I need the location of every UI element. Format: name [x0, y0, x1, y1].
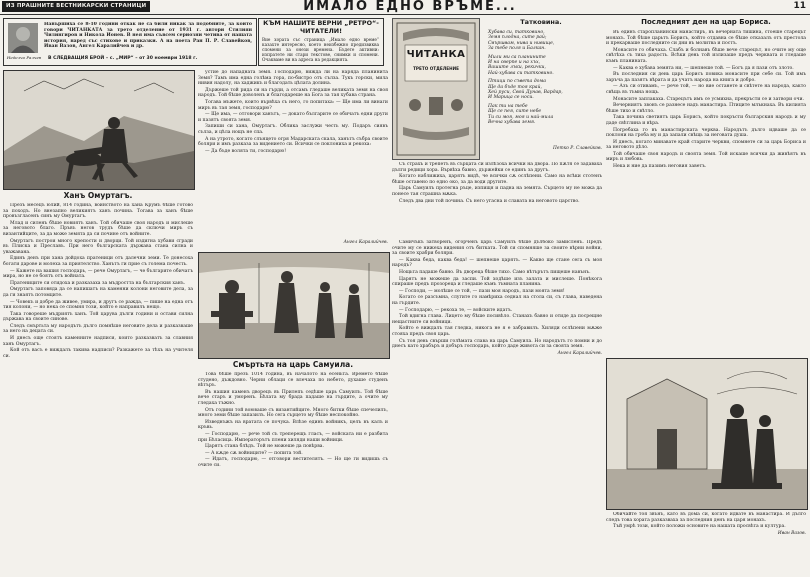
middle-paragraph: Тогава мъжете, които вървѣха съ него, го попитаха: — Ще има ли винаги миръ въ тая земя, господарю? — [198, 99, 388, 111]
omurtag-illustration — [3, 70, 195, 190]
poem-line: Земя плодна, сите рай; — [488, 35, 547, 41]
omurtag-text — [3, 203, 193, 575]
samuil-paragraph: — Идатъ, господарю, — отговори вестителятъ. — Но ще ги видишь съ очите си. — [198, 457, 388, 468]
samuil-right-paragraph: Когато се разсъмна, слугите го намѣриха седнал на стола си, съ глава, наведена на гърдите. — [392, 295, 602, 306]
poem-author: Петко Р. Славейков. — [553, 146, 602, 151]
poem — [488, 30, 602, 140]
samuil-paragraph: Изведнъжъ на вратата се почука. Влѣзе единъ войникъ, целъ въ калъ и кръвь. — [198, 419, 388, 431]
middle-paragraph: Държеше той рида си на гърди, а отсамъ гледаше великата земя на своя народъ. Той бѣше доволенъ и благодареше на Бога за тая хубава страна. — [198, 87, 388, 99]
poem-line: Ще да бъде тоя край, — [488, 84, 542, 90]
omurtag-paragraph: Пратениците си отидоха и разказаха за мъдростта на българския ханъ. — [10, 280, 186, 286]
samuil-continued-paragraph: Царь Самуилъ протегна ръце, изпищя и падна на земята. Сърцето му не можа да понесе тая страшна мѫка. — [392, 186, 602, 197]
boris-paragraph: Монасите го обичаха. Слабъ и болнавъ бѣше вече старецът, но очите му още свѣтѣха съ тиха радость. Всѣки день той излизаше предъ черквата и гледаше къмъ планината. — [606, 47, 806, 64]
boris-continued-text — [606, 512, 806, 570]
next-issue: В СЛЕДВАЩИЯ БРОЙ – с. „МИР“ – от 30 ноември 1918 г. — [48, 56, 198, 61]
omurtag-paragraph: И днесъ още стоятъ каменните надписи, които разказватъ за славния ханъ Омуртагъ. — [3, 336, 193, 347]
author-photo — [8, 23, 38, 53]
samuil-continued-paragraph: Съ страхъ и трепетъ въ сърцата си излѣзоха всички на двора. По пѫтя се задаваха дълги редици хора. Вървѣха бавно, държейки се единъ за другъ. — [392, 162, 602, 173]
samuil-right-paragraph: Самичъкъ затворенъ, огорченъ царь Самуилъ бѣше дълбоко замисленъ. Предъ очите му се нижеха видения отъ битката. Той си спомняше за своите вѣрни войни, за своите храбри боляри. — [392, 240, 602, 257]
intro-box — [3, 18, 257, 66]
samuil-text — [198, 372, 388, 575]
textbook-cover — [392, 18, 480, 160]
boris-paragraph: И днесъ, когато минавате край старите черкви, спомнете си за царь Бориса и за неговото дѣло. — [606, 139, 806, 151]
poem-line: Вечна хубава земя. — [488, 120, 536, 126]
boris-paragraph-end: Тъй умрѣ този, който положи основите на нашата просвѣта и култура. — [613, 524, 786, 530]
samuil-paragraph: — А кѫде сѫ войниците? — попита той. — [205, 450, 303, 456]
samuil-paragraph: Въ нашия каменъ дворецъ въ Прилепъ седѣше царь Самуилъ. Той бѣше вече старъ и уморенъ. Бѣлата му брада падаше на гърдите, а очите му гледаха тъжно. — [198, 389, 388, 406]
appeal-box — [258, 18, 384, 66]
cover-subtitle: ТРЕТО ОТДЕЛЕНИЕ — [413, 66, 459, 71]
middle-paragraph: устие до нападната земя. Господарю, вижда ли на наряда планинита Земя? Тамъ има една голѣма гора, по-бистро отъ сълза. Тукъ горски, мила нивия надолу, на хаджикъ и благодать цѣлата долина. — [198, 70, 388, 87]
boris-text — [606, 30, 806, 355]
samuil-right-paragraph: Царятъ не можеше да заспи. Той ходѣше изъ залата и мислеше. Понѣкога спираше предъ прозореца и гледаше къмъ тъмната планина. — [392, 276, 602, 288]
poem-line: И на сверпе и на хъх, — [488, 60, 541, 66]
middle-paragraph: — Да бъде волята ти, господарю! — [205, 148, 287, 154]
boris-paragraph: Монасите заплакаха. Старецътъ имъ се усмихна, прекръсти се и затвори очи. — [613, 96, 804, 102]
appeal-title: КЪМ НАШИТЕ ВЕРНИ „РЕТРО“-ЧИТАТЕЛИ! — [263, 19, 379, 35]
samuil-paragraph: Това бѣше презъ 1014 година, въ началото на есеньта. Времето бѣше студено, дъждовно. Черни облаци се влечаха по небето, духаше студенъ вѣтъръ. — [198, 372, 388, 389]
samuil-paragraph: Царятъ стана блѣдъ. Той не можеше да повѣрва. — [205, 444, 325, 450]
omurtag-paragraph: Единъ денъ при хана дойдоха пратеници отъ далечни земи. Те донесоха богати дарове и молеха за приятелство. Ханътъ ги прие съ голема почесть. — [3, 256, 193, 267]
poem-line: Вашите лъки, рекички, — [488, 65, 546, 71]
page-number: 11 — [793, 1, 806, 11]
boris-paragraph: Погребаха го въ манастирската черква. Народътъ дълго идваше да се поклони на гроба му и да запали свѣщь за неговата душа. — [606, 127, 806, 139]
middle-paragraph: А на утрото, когато слънцето огря Мадарската скала, ханътъ събра своите боляри и имъ разказа за видението си. Всички се поклониха и рекоха: — [198, 136, 388, 148]
omurtag-caption: Ханъ Омуртагъ. — [63, 191, 133, 200]
poem-line: Ще се пея, сите небе — [488, 109, 542, 115]
middle-paragraph: — Ще има, — отговори ханътъ, — докато българите се обичатъ едни други и пазятъ своята земя. — [198, 112, 388, 123]
poem-line: Мили ми са планините — [488, 54, 546, 60]
omurtag-paragraph: Кой отъ васъ е виждалъ такива надписи? Разкажете за тѣхъ на учителя си. — [3, 348, 193, 359]
omurtag-paragraph: Млад и силенъ бѣше новиятъ ханъ. Той обичаше своя народъ и мислеше за неговото благо. Пръвъ негов трудъ бѣше да сключи миръ съ византийците, за да може земята да си почине отъ войните. — [3, 220, 193, 237]
samuil-right-text — [392, 240, 602, 575]
omurtag-paragraph: Така говореше мъдриятъ ханъ. Той царува дълги години и остави силна държава на своите синове. — [3, 311, 193, 323]
poem-line: И Марица се носи. — [488, 95, 534, 101]
poem-line: За тебе поля и Балкан. — [488, 46, 546, 52]
author-name: Неделчо Ралчев — [6, 55, 42, 60]
poem-line: Най-хубава си татковино. — [488, 70, 554, 76]
samuil-continued-paragraph: Следъ два дни той почина. Съ него угасна и славата на неговото царство. — [399, 198, 580, 204]
omurtag-paragraph: Омуртагъ построи много крепости и дворци. Той издигна хубави сгради въ Плиска и Преславъ. При него българската държава стана силна и уважавана. — [3, 238, 193, 255]
appeal-text: Вие хората със страница „Имало едно време“ казахте интересно, което неизбежно предизвиква спомени за онези времена. Бъдете активни: изпратете ни стари текстове, снимки и спомени. Очакваме ви на адреса на редакцията. — [262, 37, 379, 62]
samuil-right-paragraph: Той вдигна глава. Лицето му бѣше посивѣло. Станахъ бавно и отиде да посрещне нещастните си войници. — [392, 314, 602, 325]
boris-paragraph: Вечерниятъ звонъ се разнесе надъ манастира. Птиците млъкнаха. Въ килията бѣше тихо и свѣтло. — [606, 103, 806, 114]
page-header — [0, 0, 810, 15]
page-masthead: ИМАЛО ЕДНО ВРЪМЕ... — [303, 0, 517, 14]
boris-paragraph: Той обичаше своя народъ и своята земя. Той искаше всички да живѣятъ въ миръ и любовь. — [606, 151, 806, 163]
omurtag-paragraph: Презъ месецъ юлий, 814 година, воинството на хана Крумъ бѣше готово за походъ. Но внезапно великиятъ ханъ почина. Тогава за ханъ бѣше провъзгласенъ синъ му Омуртагъ. — [3, 203, 193, 220]
samuil-caption: Смъртьта на царь Самуила. — [232, 360, 354, 369]
boris-paragraph: Така почина светиятъ царь Борисъ, който покръсти българския народъ и му даде свѣтлина и вѣра. — [606, 115, 806, 126]
boris-title: Последният ден на цар Бориса. — [641, 18, 771, 26]
boris-paragraph: — Азъ си отивамъ, — рече той, — но вие останете и свѣтете на народа, както свѣщь въ тъмна нощь. — [606, 84, 806, 95]
samuil-paragraph: Отъ години той воюваше съ византийците. Много битки бѣше спечелилъ, много земи бѣше запазилъ. Но сега сърцето му бѣше неспокойно. — [198, 407, 388, 419]
boris-paragraph: Нека и ние да пазимъ неговия заветъ. — [613, 164, 707, 170]
poem-title: Татковина. — [520, 18, 562, 26]
poem-line: Ти си моя, моя и най-мила — [488, 114, 554, 120]
boris-paragraph: Въ единъ старопланински манастиръ, въ вечерната тишина, стоеше старецът монахъ. Той бѣше царьтъ Борисъ, който отдавна се бѣше отказалъ отъ престола и прекарваше последните си дни въ молитва и постъ. — [606, 30, 806, 47]
samuil-right-paragraph: Който е виждалъ тая гледка, никога не я е забравилъ. Хиляди ослѣпени мѫже стояха предъ своя царь. — [392, 326, 602, 337]
omurtag-paragraph: — Човекъ и добре да живее, умира, и другъ се ражда, — пише на една отъ тия колони, — но нека се спомня този, който е направилъ нещо. — [3, 299, 193, 311]
cover-title: ЧИТАНКА — [406, 49, 466, 60]
poem-line: Пак ти на тебе — [488, 103, 528, 109]
poem-line: Свършвам, нива и нивище, — [488, 40, 555, 46]
samuil-right-paragraph: — Каква беда, каква беда! — шепнеше царятъ. — Какво ще стане сега съ моя народъ? — [392, 257, 602, 269]
middle-paragraph: Запиши си хана, Омуртагъ. Облика заслужи честь му. Подаръ сиявъ сълза, и цѣла нощъ не спа. — [198, 124, 388, 135]
samuil-right-author: Ангел Каралийчев. — [557, 350, 602, 356]
omurtag-paragraph: Омуртагъ заповяда да се напишатъ на каменни колони неговите дела, за да ги знаятъ потомците. — [3, 287, 193, 298]
poem-line: Хубава си, татковино, — [488, 30, 545, 35]
section-rubric: ИЗ ПРАШНИТЕ ВЕСТНИКАРСКИ СТРАНИЦИ — [2, 1, 150, 12]
samuil-continued-paragraph: Когато наближиха, царятъ видѣ, че всички сѫ ослѣпени. Само на всѣки стотенъ бѣше оставено по едно око, за да води другите. — [392, 174, 602, 185]
intro-text: Навършиха се 8-10 години откак не са били никак за подобните, за които говори ЧИТАНКАТА за трето отделение от 1931 г. автори Стилиян Чилингиров и Никола Ионев. В нея има съвсем сериозни четива от нашата история, наред със стихове и приказки. А на поета Ран П. Р. Славейков, Иван Вазов, Ангел Каралийчев и др. — [44, 22, 252, 50]
samuil-right-paragraph: — Господи, — молѣше се той, — пази моя народъ, пази моята земя! — [399, 288, 565, 294]
boris-paragraph-end: Обичайте тоя звънъ, като въ дома си, когато идвате въ манастира. И дълго следъ това хората разказваха за последния денъ на царя монахъ. — [606, 512, 806, 523]
poem-line: Хей руси, Свой Дунав, Вардар, — [488, 90, 563, 96]
samuil-right-paragraph: — Господарю, — рекоха те, — войските идатъ. — [399, 307, 513, 313]
boris-illustration — [606, 358, 808, 510]
samuil-right-paragraph: Нощьта падаше бавно. Въ двореца бѣше тихо. Само вѣтърътъ пищеше навънъ. — [399, 269, 591, 275]
middle-author: Ангел Каралийчев. — [343, 240, 388, 245]
boris-paragraph: Въ последния си день царь Борисъ повика монасите при себе си. Той имъ заръча да пазятъ вѣрата и да учатъ народа на книга и добро. — [606, 72, 806, 83]
omurtag-continued-text — [198, 70, 388, 242]
samuil-illustration — [198, 252, 390, 359]
samuil-paragraph: — Господарю, — рече той съ треперещъ гласъ, — войската ни е разбита при Бѣласица. Императорътъ плени хиляди наши войници. — [198, 431, 388, 443]
omurtag-paragraph: Следъ смъртьта му народътъ дълго помнѣше неговите дела и разказваше за него на децата си. — [3, 323, 193, 335]
poem-line: Птици по съвета дома — [488, 79, 546, 85]
omurtag-paragraph: — Кажете на вашия господарь, — рече Омуртагъ, — че българите обичатъ мира, но не се боятъ отъ войната. — [3, 268, 193, 280]
samuil-right-paragraph: Съ тоя день свърши голѣмата слава на царь Самуила. Но народътъ го помни и до днесъ като храбъръ и добъръ господарь, който даде живота си за своята земя. — [392, 338, 602, 350]
boris-paragraph: — Каква е хубава земята ни, — шепнеше той. — Богъ да я пази отъ злото. — [613, 65, 794, 71]
boris-author: Иван Вазов. — [777, 530, 806, 536]
